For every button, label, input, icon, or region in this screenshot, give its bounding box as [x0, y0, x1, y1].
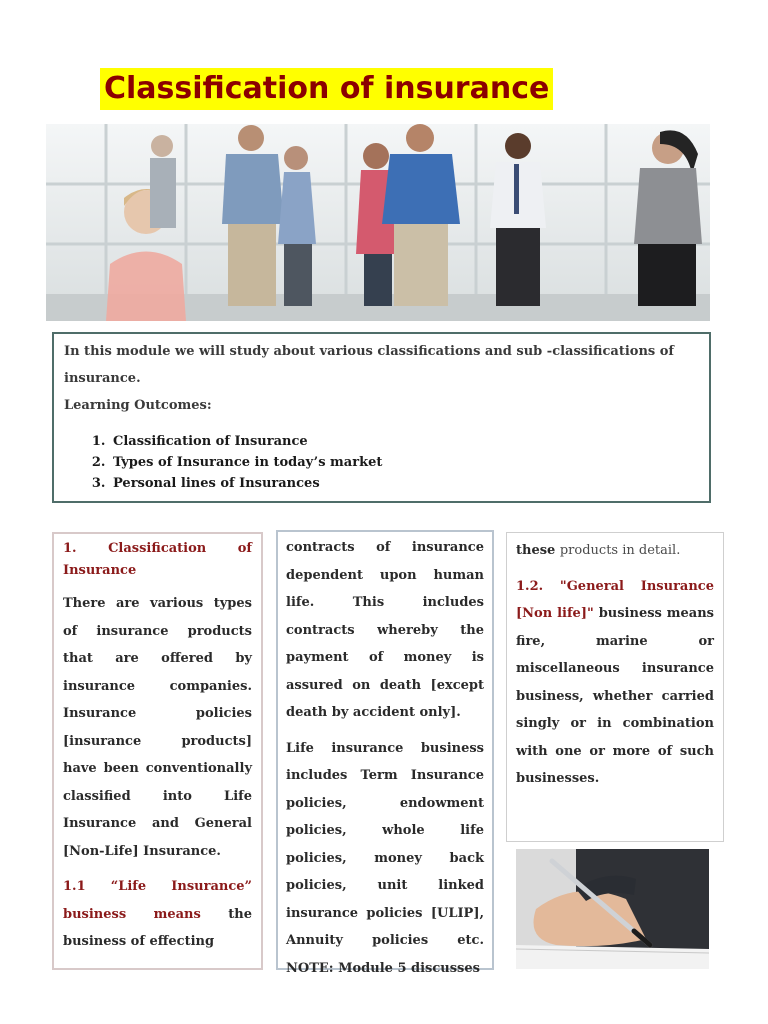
life-insurance-text: the business of effecting — [63, 906, 253, 949]
section-heading-classification: 1. Classification of Insurance — [63, 541, 252, 578]
column-general-insurance — [506, 532, 724, 842]
column-life-insurance — [276, 530, 494, 976]
learning-outcomes-heading: Learning Outcomes: — [64, 398, 212, 413]
list-item: 2. Types of Insurance in today’s market — [110, 452, 699, 473]
life-insurance-heading: 1.1 “Life Insurance” business means — [63, 879, 252, 922]
general-insurance-heading: 1.2. "General Insurance [Non life]" — [516, 578, 714, 621]
life-insurance-definition — [63, 873, 252, 956]
list-item: 3. Personal lines of Insurances — [110, 473, 699, 494]
column-classification — [52, 532, 263, 970]
page-title: Classification of insurance — [100, 68, 553, 110]
general-insurance-definition — [516, 573, 714, 793]
products-detail-text: these products in detail. — [516, 543, 681, 558]
life-business-paragraph: Life insurance business includes Term Insurance policies, endowment policies, whole life policies, money back policies, unit linked insurance policies [ULIP], Annuity policies etc. NOTE: Module 5 discusses — [286, 740, 484, 976]
learning-outcomes-list — [64, 431, 699, 494]
signing-document-photo — [516, 849, 709, 969]
office-team-photo — [46, 124, 710, 321]
intro-text: In this module we will study about various classifications and sub -classifications of insurance. — [64, 344, 675, 386]
classification-paragraph: There are various types of insurance products that are offered by insurance companies. Insurance policies [insurance products] have been conventionally classified into Life Insurance and General [Non-Life] Insurance. — [63, 596, 252, 859]
list-item: 1. Classification of Insurance — [110, 431, 699, 452]
general-insurance-text: business means fire, marine or miscellaneous insurance business, whether carried singly or in combination with one or more of such businesses. — [516, 606, 714, 786]
module-intro-box — [52, 332, 711, 503]
life-contracts-paragraph: contracts of insurance dependent upon human life. This includes contracts whereby the payment of money is assured on death [except death by accident only]. — [286, 540, 484, 720]
